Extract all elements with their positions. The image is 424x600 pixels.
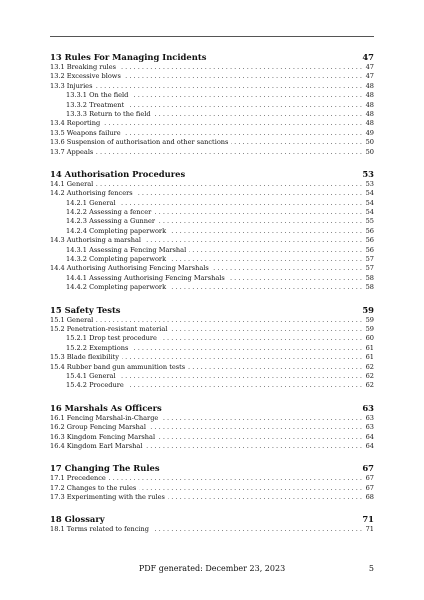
entry-page: 63 [365, 423, 374, 432]
entry-page: 61 [365, 343, 374, 352]
dot-leader [160, 334, 362, 343]
toc-entry[interactable] [50, 372, 374, 381]
entry-page: 54 [365, 208, 374, 217]
toc-entry[interactable] [50, 344, 374, 353]
entry-page: 62 [365, 362, 374, 371]
toc-entry[interactable] [50, 217, 374, 226]
page-number: 5 [368, 564, 374, 573]
entry-label: 14.1 General [50, 179, 94, 188]
entry-label: 13.3 Injuries [50, 81, 93, 90]
toc-section [50, 462, 374, 502]
toc-entry[interactable] [50, 129, 374, 138]
entry-label: 15.3 Blade flexibility [50, 353, 119, 362]
entry-label: 17.1 Precedence [50, 474, 106, 483]
page-footer [50, 563, 374, 575]
dot-leader [212, 264, 362, 273]
dot-leader [103, 119, 362, 128]
toc-entry[interactable] [50, 493, 374, 502]
dot-leader [154, 110, 362, 119]
section-title: 18 Glossary [50, 514, 105, 525]
entry-label: 15.2 Penetration-resistant material [50, 324, 168, 333]
section-page: 59 [362, 304, 374, 315]
toc-entry[interactable] [50, 72, 374, 81]
section-heading[interactable] [50, 402, 374, 414]
dot-leader [154, 208, 362, 217]
entry-label: 16.2 Group Fencing Marshal [50, 423, 146, 432]
entry-page: 56 [365, 226, 374, 235]
dot-leader [119, 372, 362, 381]
entry-page: 48 [365, 81, 374, 90]
dot-leader [131, 344, 362, 353]
entry-page: 59 [365, 324, 374, 333]
section-heading[interactable] [50, 168, 374, 180]
entry-label: 13.7 Appeals [50, 147, 94, 156]
entry-page: 68 [365, 493, 374, 502]
entry-page: 48 [365, 100, 374, 109]
toc-entry[interactable] [50, 101, 374, 110]
entry-page: 47 [365, 72, 374, 81]
dot-leader [149, 423, 362, 432]
toc-entry[interactable] [50, 138, 374, 147]
entry-page: 50 [365, 138, 374, 147]
toc-entry[interactable] [50, 180, 374, 189]
dot-leader [96, 180, 362, 189]
section-title: 13 Rules For Managing Incidents [50, 52, 207, 62]
entry-label: 13.3.3 Return to the field [66, 109, 151, 118]
dot-leader [169, 283, 362, 292]
section-heading[interactable] [50, 51, 374, 63]
entry-label: 14.3.1 Assessing a Fencing Marshal [66, 245, 187, 254]
toc-entry[interactable] [50, 283, 374, 292]
entry-page: 62 [365, 371, 374, 380]
section-title: 16 Marshals As Officers [50, 402, 162, 413]
toc-entry[interactable] [50, 264, 374, 273]
toc-entry[interactable] [50, 423, 374, 432]
entry-label: 14.3.2 Completing paperwork [66, 255, 167, 264]
toc-entry[interactable] [50, 414, 374, 423]
entry-page: 60 [365, 334, 374, 343]
dot-leader [170, 325, 362, 334]
entry-label: 14.2 Authorising fencers [50, 189, 133, 198]
toc-section [50, 168, 374, 293]
toc-entry[interactable] [50, 110, 374, 119]
entry-page: 57 [365, 264, 374, 273]
toc-entry[interactable] [50, 148, 374, 157]
entry-label: 15.4 Rubber band gun ammunition tests [50, 362, 186, 371]
toc-entry[interactable] [50, 199, 374, 208]
section-page: 71 [362, 514, 374, 525]
dot-leader [96, 316, 362, 325]
toc-entry[interactable] [50, 316, 374, 325]
dot-leader [169, 227, 362, 236]
dot-leader [161, 414, 362, 423]
toc-entry[interactable] [50, 442, 374, 451]
section-heading[interactable] [50, 462, 374, 474]
toc-section [50, 513, 374, 534]
dot-leader [139, 484, 362, 493]
entry-page: 48 [365, 109, 374, 118]
table-of-contents [50, 51, 374, 546]
dot-leader [228, 274, 362, 283]
toc-entry[interactable] [50, 255, 374, 264]
entry-page: 47 [365, 63, 374, 71]
toc-section [50, 304, 374, 391]
entry-label: 14.3 Authorising a marshal [50, 236, 142, 245]
dot-leader [122, 353, 362, 362]
entry-label: 16.4 Kingdom Earl Marshal [50, 441, 143, 450]
dot-leader [109, 474, 362, 483]
dot-leader [144, 236, 362, 245]
entry-label: 15.2.2 Exemptions [66, 343, 129, 352]
dot-leader [119, 63, 362, 72]
dot-leader [189, 246, 362, 255]
entry-page: 64 [365, 441, 374, 450]
dot-leader [152, 525, 362, 534]
toc-section [50, 51, 374, 157]
entry-page: 64 [365, 432, 374, 441]
entry-label: 17.3 Experimenting with the rules [50, 493, 165, 502]
entry-page: 67 [365, 483, 374, 492]
entry-page: 56 [365, 245, 374, 254]
toc-entry[interactable] [50, 119, 374, 128]
entry-page: 62 [365, 381, 374, 390]
toc-entry[interactable] [50, 334, 374, 343]
entry-label: 13.1 Breaking rules [50, 63, 117, 71]
section-page: 63 [362, 402, 374, 413]
toc-entry[interactable] [50, 246, 374, 255]
entry-label: 14.2.4 Completing paperwork [66, 226, 167, 235]
dot-leader [168, 493, 362, 502]
entry-page: 48 [365, 119, 374, 128]
dot-leader [188, 363, 362, 372]
dot-leader [127, 101, 362, 110]
entry-page: 48 [365, 91, 374, 100]
toc-entry[interactable] [50, 63, 374, 72]
entry-page: 54 [365, 198, 374, 207]
entry-page: 57 [365, 255, 374, 264]
dot-leader [124, 72, 362, 81]
toc-entry[interactable] [50, 525, 374, 534]
entry-label: 17.2 Changes to the rules [50, 483, 137, 492]
dot-leader [145, 442, 362, 451]
toc-entry[interactable] [50, 325, 374, 334]
dot-leader [158, 433, 362, 442]
entry-page: 55 [365, 217, 374, 226]
section-title: 17 Changing The Rules [50, 463, 160, 474]
toc-entry[interactable] [50, 381, 374, 390]
dot-leader [127, 381, 362, 390]
entry-label: 13.4 Reporting [50, 119, 101, 128]
entry-page: 58 [365, 273, 374, 282]
entry-label: 14.2.2 Assessing a fencer [66, 208, 152, 217]
generated-date: PDF generated: December 23, 2023 [138, 564, 286, 573]
entry-page: 58 [365, 283, 374, 292]
entry-page: 54 [365, 189, 374, 198]
entry-page: 49 [365, 128, 374, 137]
dot-leader [169, 255, 362, 264]
entry-label: 16.3 Kingdom Fencing Marshal [50, 432, 156, 441]
section-page: 47 [362, 52, 374, 62]
toc-entry[interactable] [50, 189, 374, 198]
entry-label: 13.5 Weapons failure [50, 128, 121, 137]
entry-label: 14.4.1 Assessing Authorising Fencing Marshals [66, 273, 225, 282]
toc-entry[interactable] [50, 82, 374, 91]
entry-label: 13.6 Suspension of authorisation and other sanctions [50, 138, 229, 147]
entry-label: 14.4 Authorising Authorising Fencing Marshals [50, 264, 209, 273]
toc-entry[interactable] [50, 363, 374, 372]
toc-entry[interactable] [50, 353, 374, 362]
entry-label: 18.1 Terms related to fencing [50, 525, 149, 534]
entry-label: 15.4.1 General [66, 371, 116, 380]
entry-label: 13.3.1 On the field [66, 91, 129, 100]
toc-entry[interactable] [50, 433, 374, 442]
entry-label: 13.2 Excessive blows [50, 72, 121, 81]
section-page: 67 [362, 463, 374, 474]
entry-page: 59 [365, 315, 374, 324]
toc-entry[interactable] [50, 91, 374, 100]
entry-label: 15.4.2 Procedure [66, 381, 124, 390]
dot-leader [96, 148, 362, 157]
entry-label: 14.4.2 Completing paperwork [66, 283, 167, 292]
entry-page: 53 [365, 179, 374, 188]
dot-leader [131, 91, 362, 100]
dot-leader [119, 199, 362, 208]
section-title: 15 Safety Tests [50, 304, 121, 315]
toc-section [50, 402, 374, 452]
section-page: 53 [362, 168, 374, 179]
toc-entry[interactable] [50, 236, 374, 245]
entry-label: 14.2.3 Assessing a Gunner [66, 217, 156, 226]
entry-label: 15.2.1 Drop test procedure [66, 334, 157, 343]
dot-leader [136, 189, 362, 198]
entry-label: 16.1 Fencing Marshal-in-Charge [50, 413, 159, 422]
dot-leader [231, 138, 362, 147]
section-heading[interactable] [50, 513, 374, 525]
toc-entry[interactable] [50, 274, 374, 283]
header-rule [50, 36, 374, 37]
entry-page: 56 [365, 236, 374, 245]
section-heading[interactable] [50, 304, 374, 316]
entry-label: 14.2.1 General [66, 198, 116, 207]
dot-leader [124, 129, 362, 138]
entry-page: 61 [365, 353, 374, 362]
entry-page: 63 [365, 413, 374, 422]
toc-entry[interactable] [50, 227, 374, 236]
toc-entry[interactable] [50, 484, 374, 493]
entry-label: 13.3.2 Treatment [66, 100, 125, 109]
dot-leader [95, 82, 362, 91]
section-title: 14 Authorisation Procedures [50, 168, 186, 179]
entry-page: 50 [365, 147, 374, 156]
entry-label: 15.1 General [50, 315, 94, 324]
toc-entry[interactable] [50, 208, 374, 217]
dot-leader [158, 217, 362, 226]
entry-page: 67 [365, 474, 374, 483]
toc-entry[interactable] [50, 474, 374, 483]
entry-page: 71 [365, 525, 374, 534]
